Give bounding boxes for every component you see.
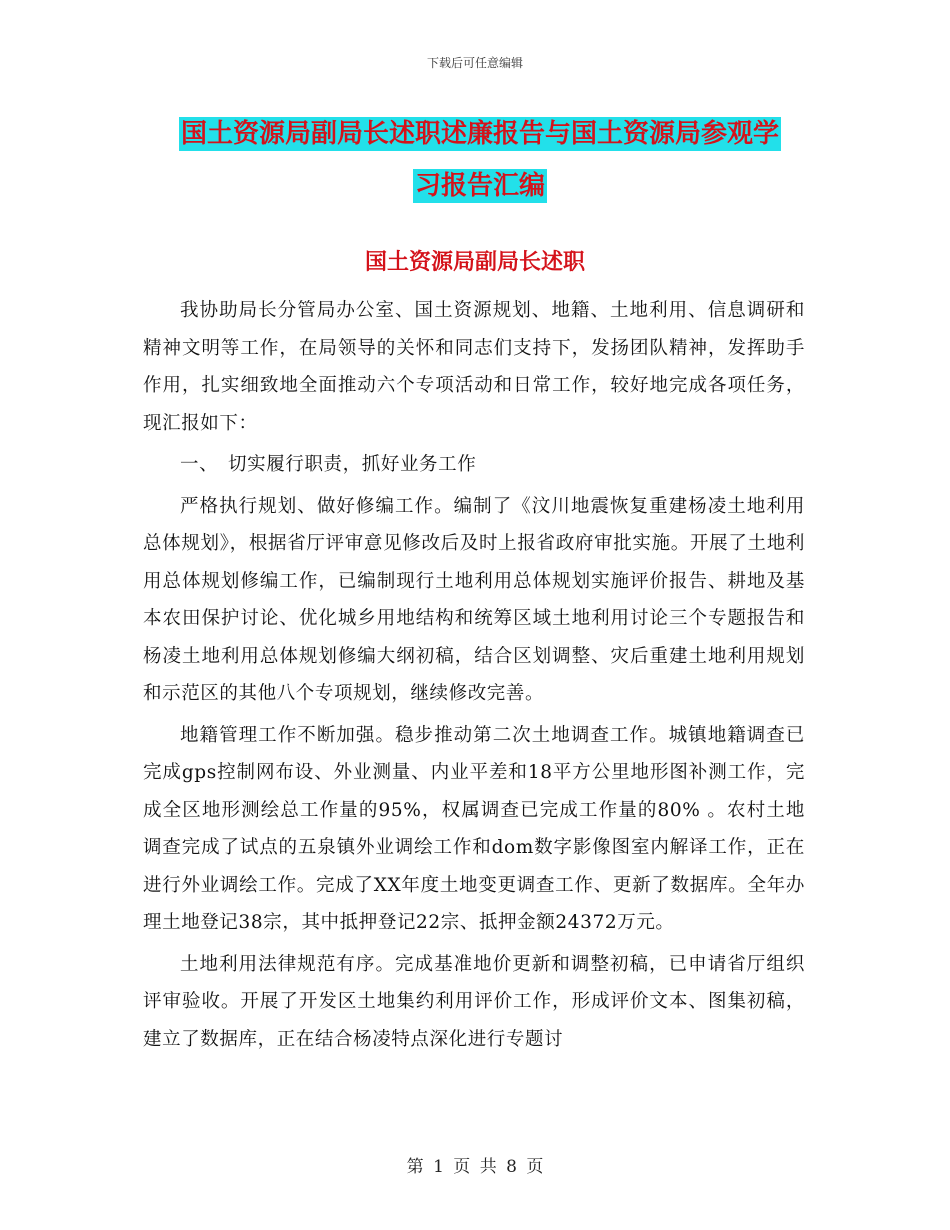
paragraph: 土地利用法律规范有序。完成基准地价更新和调整初稿，已申请省厅组织评审验收。开展了开发区土地集约利用评价工作，形成评价文本、图集初稿，建立了数据库，正在结合杨凌特点深化进行专题讨: [143, 953, 805, 1050]
body-text: [143, 292, 805, 1062]
paragraph-heading: 一、 切实履行职责，抓好业务工作: [180, 454, 477, 475]
paragraph: 严格执行规划、做好修编工作。编制了《汶川地震恢复重建杨凌土地利用总体规划》，根据省厅评审意见修改后及时上报省政府审批实施。开展了土地利用总体规划修编工作，已编制现行土地利用总体规划实施评价报告、耕地及基本农田保护讨论、优化城乡用地结构和统筹区域土地利用讨论三个专题报告和杨凌土地利用总体规划修编大纲初稿，结合区划调整、灾后重建土地利用规划和示范区的其他八个专项规划，继续修改完善。: [143, 495, 805, 704]
section-title: 国土资源局副局长述职: [364, 249, 585, 275]
header-note: 下载后可任意编辑: [426, 56, 523, 70]
page-footer: 第 1 页 共 8 页: [406, 1157, 544, 1177]
paragraph: 我协助局长分管局办公室、国土资源规划、地籍、土地利用、信息调研和精神文明等工作，在局领导的关怀和同志们支持下，发扬团队精神，发挥助手作用，扎实细致地全面推动六个专项活动和日常工作，较好地完成各项任务，现汇报如下：: [143, 300, 805, 434]
document-title: [150, 108, 810, 212]
document-title-line-2: 习报告汇编: [414, 171, 545, 201]
document-title-line-1: 国土资源局副局长述职述廉报告与国土资源局参观学: [180, 119, 779, 149]
paragraph: 地籍管理工作不断加强。稳步推动第二次土地调查工作。城镇地籍调查已完成gps控制网布设、外业测量、内业平差和18平方公里地形图补测工作，完成全区地形测绘总工作量的95%，权属调查已完成工作量的80% 。农村土地调查完成了试点的五泉镇外业调绘工作和dom数字影像图室内解译工作，正在进行外业调绘工作。完成了XX年度土地变更调查工作、更新了数据库。全年办理土地登记38宗，其中抵押登记22宗、抵押金额24372万元。: [143, 724, 805, 933]
